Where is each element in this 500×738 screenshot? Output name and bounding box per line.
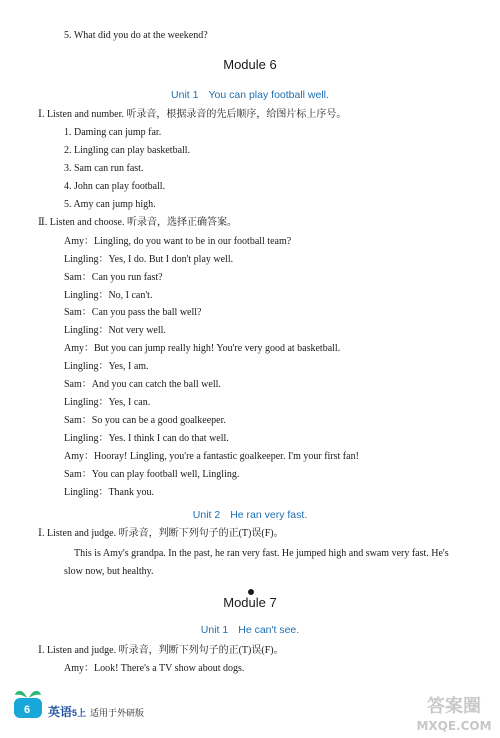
- edition-label: 适用于外研版: [90, 708, 145, 718]
- list-item: 4. John can play football.: [64, 181, 166, 192]
- section-heading: Ⅰ. Listen and judge. 听录音，判断下列句子的正(T)误(F)。: [38, 528, 284, 539]
- page-footer: [10, 686, 210, 726]
- dialogue-line: Sam：So you can be a good goalkeeper.: [64, 415, 226, 426]
- watermark-en: MXQE.COM: [416, 719, 492, 733]
- dialogue-line: Amy：Look! There's a TV show about dogs.: [64, 663, 245, 674]
- dialogue-line: Sam：Can you pass the ball well?: [64, 307, 202, 318]
- dialogue-line: Amy：Lingling, do you want to be in our football team?: [64, 236, 292, 247]
- dialogue-line: Sam：You can play football well, Lingling.: [64, 469, 240, 480]
- module-7-title: Module 7: [223, 595, 277, 610]
- dialogue-line: Amy：Hooray! Lingling, you're a fantastic goalkeeper. I'm your first fan!: [64, 451, 359, 462]
- watermark-logo: [412, 690, 496, 736]
- dialogue-line: Amy：But you can jump really high! You're very good at basketball.: [64, 343, 341, 354]
- book-info: [48, 703, 144, 721]
- unit-label: Unit 2: [192, 509, 221, 521]
- list-item: 3. Sam can run fast.: [64, 163, 144, 174]
- dialogue-line: Lingling：Yes, I can.: [64, 397, 151, 408]
- grade-label: 5上: [72, 708, 87, 718]
- module-7-unit-1-header: [0, 624, 500, 636]
- previous-item-5: 5. What did you do at the weekend?: [64, 30, 208, 41]
- unit-label: Unit 1: [200, 624, 229, 636]
- paragraph-line: This is Amy's grandpa. In the past, he ran very fast. He jumped high and swam very fast. He's: [74, 548, 449, 559]
- list-item: 5. Amy can jump high.: [64, 199, 156, 210]
- section-heading: Ⅰ. Listen and number. 听录音，根据录音的先后顺序，给图片标上序号。: [38, 109, 347, 120]
- list-item: 1. Daming can jump far.: [64, 127, 162, 138]
- module-6-unit-1-header: [0, 89, 500, 101]
- dialogue-line: Lingling：Yes, I am.: [64, 361, 149, 372]
- unit-title: You can play football well.: [208, 89, 329, 101]
- dialogue-line: Lingling：Yes, I do. But I don't play well.: [64, 254, 234, 265]
- dialogue-line: Sam：And you can catch the ball well.: [64, 379, 221, 390]
- dialogue-line: Sam：Can you run fast?: [64, 272, 163, 283]
- dialogue-line: Lingling：Yes. I think I can do that well.: [64, 433, 229, 444]
- section-heading: Ⅱ. Listen and choose. 听录音，选择正确答案。: [38, 217, 237, 228]
- paragraph-line: slow now, but healthy.: [64, 566, 154, 577]
- section-heading: Ⅰ. Listen and judge. 听录音，判断下列句子的正(T)误(F)。: [38, 645, 284, 656]
- module-6-unit-2-header: [0, 509, 500, 521]
- list-item: 2. Lingling can play basketball.: [64, 145, 191, 156]
- dialogue-line: Lingling：Not very well.: [64, 325, 166, 336]
- page-number: 6: [23, 704, 31, 716]
- watermark-cn: 答案圈: [427, 696, 481, 717]
- unit-title: He ran very fast.: [230, 509, 308, 521]
- dialogue-line: Lingling：No, I can't.: [64, 290, 153, 301]
- module-6-title: Module 6: [223, 57, 277, 72]
- dialogue-line: Lingling：Thank you.: [64, 487, 154, 498]
- subject-label: 英语: [48, 705, 73, 719]
- unit-title: He can't see.: [238, 624, 300, 636]
- unit-label: Unit 1: [171, 89, 199, 101]
